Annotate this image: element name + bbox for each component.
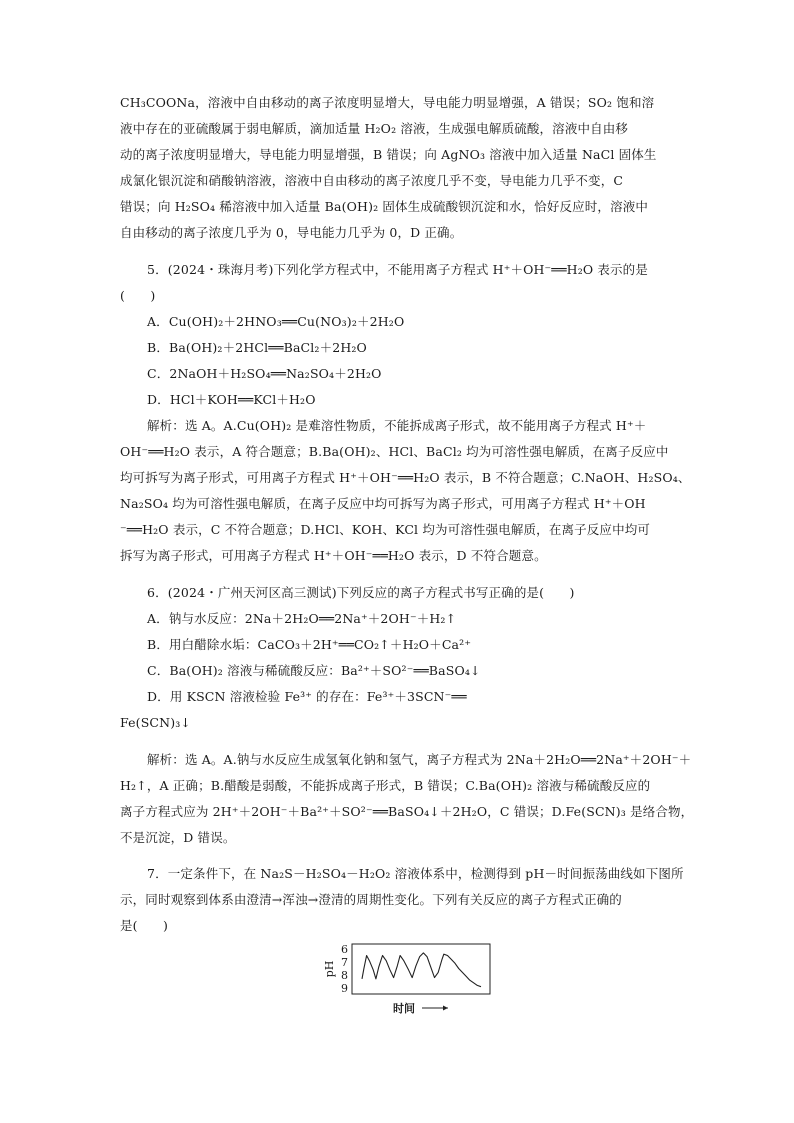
question-7-line: 示，同时观察到体系由澄清→浑浊→澄清的周期性变化。下列有关反应的离子方程式正确的: [120, 892, 622, 907]
analysis-line: Na₂SO₄ 均为可溶性强电解质，在离子反应中均可拆写为离子形式，可用离子方程式 H⁺＋OH: [120, 496, 646, 511]
analysis-line: 离子方程式应为 2H⁺＋2OH⁻＋Ba²⁺＋SO²⁻══BaSO₄↓＋2H₂O，C 错误；D.Fe(SCN)₃ 是络合物，: [120, 804, 694, 819]
analysis-line: OH⁻══H₂O 表示，A 符合题意；B.Ba(OH)₂、HCl、BaCl₂ 均为可溶性强电解质，在离子反应中: [120, 444, 669, 459]
x-axis-arrow-head: [443, 1006, 448, 1011]
option-a: A．钠与水反应：2Na＋2H₂O══2Na⁺＋2OH⁻＋H₂↑: [147, 611, 457, 626]
question-7-stem: 7．一定条件下，在 Na₂S－H₂SO₄－H₂O₂ 溶液体系中，检测得到 pH－时间振荡曲线如下图所: [147, 866, 684, 881]
ph-chart-svg: [322, 938, 492, 1020]
analysis-line: ⁻══H₂O 表示，C 不符合题意；D.HCl、KOH、KCl 均为可溶性强电解质，在离子反应中均可: [120, 522, 651, 537]
y-tick-label: 7: [341, 956, 348, 969]
y-tick-label: 9: [341, 982, 348, 995]
option-c: C．2NaOH＋H₂SO₄══Na₂SO₄＋2H₂O: [147, 366, 382, 381]
question-5-stem: 5．(2024・珠海月考)下列化学方程式中，不能用离子方程式 H⁺＋OH⁻══H₂O 表示的是: [147, 262, 648, 277]
text-line: 自由移动的离子浓度几乎为 0，导电能力几乎为 0，D 正确。: [120, 225, 463, 240]
y-tick-label: 8: [341, 969, 348, 982]
text-line: 错误；向 H₂SO₄ 稀溶液中加入适量 Ba(OH)₂ 固体生成硫酸钡沉淀和水，恰好反应时，溶液中: [120, 199, 649, 214]
text-line: CH₃COONa，溶液中自由移动的离子浓度明显增大，导电能力明显增强，A 错误；SO₂ 饱和溶: [120, 95, 655, 110]
analysis-line: H₂↑，A 正确；B.醋酸是弱酸，不能拆成离子形式，B 错误；C.Ba(OH)₂ 溶液与稀硫酸反应的: [120, 778, 651, 793]
option-d: D．用 KSCN 溶液检验 Fe³⁺ 的存在：Fe³⁺＋3SCN⁻══: [147, 689, 467, 704]
y-tick-label: 6: [341, 943, 348, 956]
analysis-line: 拆写为离子形式，可用离子方程式 H⁺＋OH⁻══H₂O 表示，D 不符合题意。: [120, 548, 547, 563]
option-d-continued: Fe(SCN)₃↓: [120, 715, 192, 730]
option-b: B．用白醋除水垢：CaCO₃＋2H⁺══CO₂↑＋H₂O＋Ca²⁺: [147, 637, 472, 652]
analysis-line: 均可拆写为离子形式，可用离子方程式 H⁺＋OH⁻══H₂O 表示，B 不符合题意；C.NaOH、H₂SO₄、: [120, 470, 691, 485]
question-6-stem: 6．(2024・广州天河区高三测试)下列反应的离子方程式书写正确的是( ): [147, 585, 575, 600]
analysis-line: 不是沉淀，D 错误。: [120, 830, 236, 845]
x-axis-label: 时间: [393, 1002, 415, 1015]
text-line: 液中存在的亚硫酸属于弱电解质，滴加适量 H₂O₂ 溶液，生成强电解质硫酸，溶液中自由移: [120, 121, 629, 136]
option-d: D．HCl＋KOH══KCl＋H₂O: [147, 392, 316, 407]
text-line: 成氯化银沉淀和硝酸钠溶液，溶液中自由移动的离子浓度几乎不变，导电能力几乎不变，C: [120, 173, 624, 188]
text-line: 动的离子浓度明显增大，导电能力明显增强，B 错误；向 AgNO₃ 溶液中加入适量 NaCl 固体生: [120, 147, 657, 162]
analysis-line: 解析：选 A。A.钠与水反应生成氢氧化钠和氢气，离子方程式为 2Na＋2H₂O══2Na⁺＋2OH⁻＋: [147, 752, 692, 767]
analysis-line: 解析：选 A。A.Cu(OH)₂ 是难溶性物质，不能拆成离子形式，故不能用离子方程式 H⁺＋: [147, 418, 647, 433]
question-7-line: 是( ): [120, 918, 169, 933]
option-c: C．Ba(OH)₂ 溶液与稀硫酸反应：Ba²⁺＋SO²⁻══BaSO₄↓: [147, 663, 481, 678]
option-b: B．Ba(OH)₂＋2HCl══BaCl₂＋2H₂O: [147, 340, 367, 355]
y-axis-label: pH: [323, 960, 336, 978]
answer-blank: ( ): [120, 288, 156, 303]
option-a: A．Cu(OH)₂＋2HNO₃══Cu(NO₃)₂＋2H₂O: [147, 314, 405, 329]
ph-time-chart: [322, 938, 492, 1020]
ph-curve: [362, 953, 481, 987]
